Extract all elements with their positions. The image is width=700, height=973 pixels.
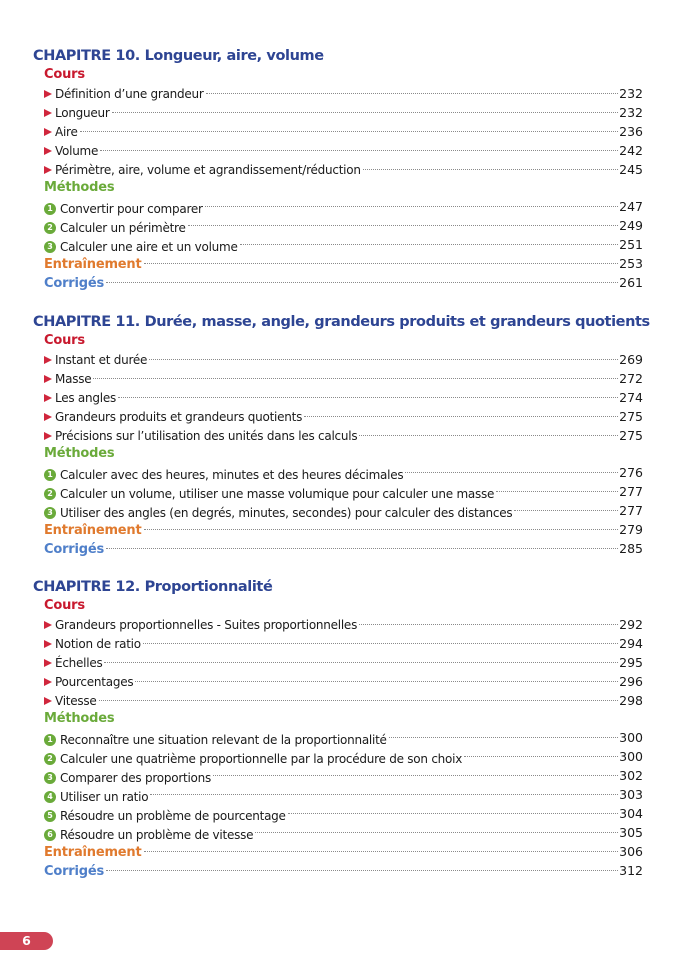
page-number-badge: 6 [0, 932, 53, 950]
entry-label: Entraînement [44, 523, 142, 538]
entry-label: Corrigés [44, 542, 105, 557]
page-number: 277 [619, 503, 643, 518]
number-circle-icon: 6 [44, 829, 56, 841]
toc-entry[interactable] [44, 407, 643, 426]
triangle-bullet-icon [44, 166, 52, 174]
page-number: 303 [619, 787, 643, 802]
entry-label: Résoudre un problème de pourcentage [60, 808, 286, 823]
page-number: 274 [619, 390, 643, 405]
entry-label: Définition d’une grandeur [55, 86, 204, 101]
toc-entry[interactable] [44, 482, 643, 501]
entry-label: Calculer un périmètre [60, 220, 186, 235]
dot-leader [149, 359, 618, 360]
toc-entry[interactable] [44, 672, 643, 691]
dot-leader [514, 510, 618, 511]
dot-leader [144, 851, 619, 852]
toc-entrainement[interactable] [44, 254, 643, 273]
chapter-12 [33, 577, 643, 880]
page-number: 298 [619, 693, 643, 708]
number-circle-icon: 3 [44, 772, 56, 784]
number-circle-icon: 1 [44, 734, 56, 746]
page-number: 245 [619, 162, 643, 177]
dot-leader [188, 225, 618, 226]
triangle-bullet-icon [44, 621, 52, 629]
page-number: 276 [619, 465, 643, 480]
dot-leader [144, 263, 619, 264]
entry-label: Masse [55, 371, 92, 386]
cours-heading: Cours [44, 333, 85, 348]
entry-label: Pourcentages [55, 674, 134, 689]
triangle-bullet-icon [44, 90, 52, 98]
toc-entry[interactable] [44, 235, 643, 254]
dot-leader [100, 150, 618, 151]
page-number: 279 [619, 522, 643, 537]
dot-leader [359, 435, 618, 436]
dot-leader [144, 529, 619, 530]
dot-leader [106, 282, 618, 283]
page-number: 295 [619, 655, 643, 670]
entry-label: Grandeurs proportionnelles - Suites proportionnelles [55, 617, 358, 632]
toc-entry[interactable] [44, 388, 643, 407]
triangle-bullet-icon [44, 432, 52, 440]
dot-leader [106, 548, 618, 549]
page-number: 269 [619, 352, 643, 367]
toc-entry[interactable] [44, 103, 643, 122]
toc-entry[interactable] [44, 785, 643, 804]
number-circle-icon: 1 [44, 469, 56, 481]
dot-leader [206, 93, 618, 94]
entry-label: Corrigés [44, 864, 105, 879]
methodes-heading: Méthodes [44, 711, 115, 726]
page-number: 300 [619, 730, 643, 745]
toc-entry[interactable] [44, 766, 643, 785]
toc-entry[interactable] [44, 615, 643, 634]
page-number: 304 [619, 806, 643, 821]
entry-label: Calculer avec des heures, minutes et des heures décimales [60, 467, 404, 482]
entry-label: Entraînement [44, 257, 142, 272]
triangle-bullet-icon [44, 147, 52, 155]
cours-heading: Cours [44, 67, 85, 82]
dot-leader [104, 662, 618, 663]
dot-leader [464, 756, 618, 757]
toc-entry[interactable] [44, 634, 643, 653]
number-circle-icon: 2 [44, 488, 56, 500]
entry-label: Périmètre, aire, volume et agrandissement/réduction [55, 162, 361, 177]
chapter-title: CHAPITRE 10. Longueur, aire, volume [33, 48, 324, 64]
chapter-title: CHAPITRE 11. Durée, masse, angle, grandeurs produits et grandeurs quotients [33, 314, 650, 330]
toc-entry[interactable] [44, 84, 643, 103]
page-number: 302 [619, 768, 643, 783]
dot-leader [112, 112, 618, 113]
dot-leader [143, 643, 618, 644]
entry-label: Vitesse [55, 693, 97, 708]
dot-leader [150, 794, 618, 795]
page-number: 305 [619, 825, 643, 840]
number-circle-icon: 3 [44, 507, 56, 519]
toc-entrainement[interactable] [44, 842, 643, 861]
toc-entrainement[interactable] [44, 520, 643, 539]
dot-leader [359, 624, 618, 625]
entry-label: Calculer une aire et un volume [60, 239, 238, 254]
entry-label: Échelles [55, 655, 103, 670]
dot-leader [106, 870, 618, 871]
entry-label: Notion de ratio [55, 636, 141, 651]
dot-leader [80, 131, 618, 132]
entry-label: Comparer des proportions [60, 770, 212, 785]
number-circle-icon: 5 [44, 810, 56, 822]
triangle-bullet-icon [44, 413, 52, 421]
number-circle-icon: 4 [44, 791, 56, 803]
entry-label: Grandeurs produits et grandeurs quotients [55, 409, 303, 424]
page-number: 232 [619, 105, 643, 120]
page-number: 275 [619, 428, 643, 443]
page-number: 296 [619, 674, 643, 689]
page-number: 272 [619, 371, 643, 386]
page-number: 292 [619, 617, 643, 632]
toc-entry[interactable] [44, 804, 643, 823]
triangle-bullet-icon [44, 697, 52, 705]
toc-entry[interactable] [44, 653, 643, 672]
page-number: 253 [619, 256, 643, 271]
cours-heading: Cours [44, 598, 85, 613]
number-circle-icon: 1 [44, 203, 56, 215]
number-circle-icon: 2 [44, 753, 56, 765]
dot-leader [405, 472, 618, 473]
toc-entry[interactable] [44, 216, 643, 235]
toc-entry[interactable] [44, 197, 643, 216]
entry-label: Volume [55, 143, 99, 158]
triangle-bullet-icon [44, 678, 52, 686]
toc-entry[interactable] [44, 350, 643, 369]
entry-label: Utiliser un ratio [60, 789, 149, 804]
entry-label: Entraînement [44, 845, 142, 860]
entry-label: Résoudre un problème de vitesse [60, 827, 254, 842]
entry-label: Reconnaître une situation relevant de la proportionnalité [60, 732, 387, 747]
page-number: 277 [619, 484, 643, 499]
toc-entry[interactable] [44, 426, 643, 445]
dot-leader [240, 244, 618, 245]
triangle-bullet-icon [44, 109, 52, 117]
toc-corriges[interactable] [44, 273, 643, 292]
triangle-bullet-icon [44, 640, 52, 648]
dot-leader [99, 700, 618, 701]
triangle-bullet-icon [44, 356, 52, 364]
dot-leader [304, 416, 618, 417]
toc-entry[interactable] [44, 141, 643, 160]
methodes-heading: Méthodes [44, 180, 115, 195]
toc-entry[interactable] [44, 747, 643, 766]
entry-label: Convertir pour comparer [60, 201, 203, 216]
entry-label: Les angles [55, 390, 116, 405]
dot-leader [135, 681, 618, 682]
page-number: 247 [619, 199, 643, 214]
entry-label: Calculer un volume, utiliser une masse volumique pour calculer une masse [60, 486, 495, 501]
toc-entry[interactable] [44, 501, 643, 520]
triangle-bullet-icon [44, 394, 52, 402]
entry-label: Corrigés [44, 276, 105, 291]
toc-entry[interactable] [44, 160, 643, 179]
toc-entry[interactable] [44, 463, 643, 482]
page-number: 275 [619, 409, 643, 424]
methodes-heading: Méthodes [44, 446, 115, 461]
number-circle-icon: 2 [44, 222, 56, 234]
entry-label: Précisions sur l’utilisation des unités dans les calculs [55, 428, 358, 443]
dot-leader [255, 832, 618, 833]
triangle-bullet-icon [44, 128, 52, 136]
page-number: 285 [619, 541, 643, 556]
chapter-11 [33, 312, 650, 558]
toc-entry[interactable] [44, 369, 643, 388]
entry-label: Longueur [55, 105, 110, 120]
page-number: 236 [619, 124, 643, 139]
dot-leader [93, 378, 618, 379]
dot-leader [389, 737, 618, 738]
dot-leader [213, 775, 618, 776]
entry-label: Calculer une quatrième proportionnelle par la procédure de son choix [60, 751, 463, 766]
toc-entry[interactable] [44, 122, 643, 141]
number-circle-icon: 3 [44, 241, 56, 253]
page-number: 294 [619, 636, 643, 651]
page-number: 251 [619, 237, 643, 252]
dot-leader [205, 206, 618, 207]
dot-leader [363, 169, 618, 170]
page-number: 261 [619, 275, 643, 290]
dot-leader [288, 813, 618, 814]
triangle-bullet-icon [44, 659, 52, 667]
toc-corriges[interactable] [44, 539, 643, 558]
entry-label: Aire [55, 124, 78, 139]
page-number: 249 [619, 218, 643, 233]
toc-corriges[interactable] [44, 861, 643, 880]
page-number: 300 [619, 749, 643, 764]
entry-label: Utiliser des angles (en degrés, minutes, secondes) pour calculer des distances [60, 505, 513, 520]
chapter-10 [33, 46, 643, 292]
triangle-bullet-icon [44, 375, 52, 383]
toc-entry[interactable] [44, 823, 643, 842]
page-number: 306 [619, 844, 643, 859]
page-number: 232 [619, 86, 643, 101]
dot-leader [496, 491, 618, 492]
page-number: 312 [619, 863, 643, 878]
page-number: 242 [619, 143, 643, 158]
entry-label: Instant et durée [55, 352, 148, 367]
toc-entry[interactable] [44, 691, 643, 710]
dot-leader [118, 397, 618, 398]
chapter-title: CHAPITRE 12. Proportionnalité [33, 579, 273, 595]
toc-entry[interactable] [44, 728, 643, 747]
